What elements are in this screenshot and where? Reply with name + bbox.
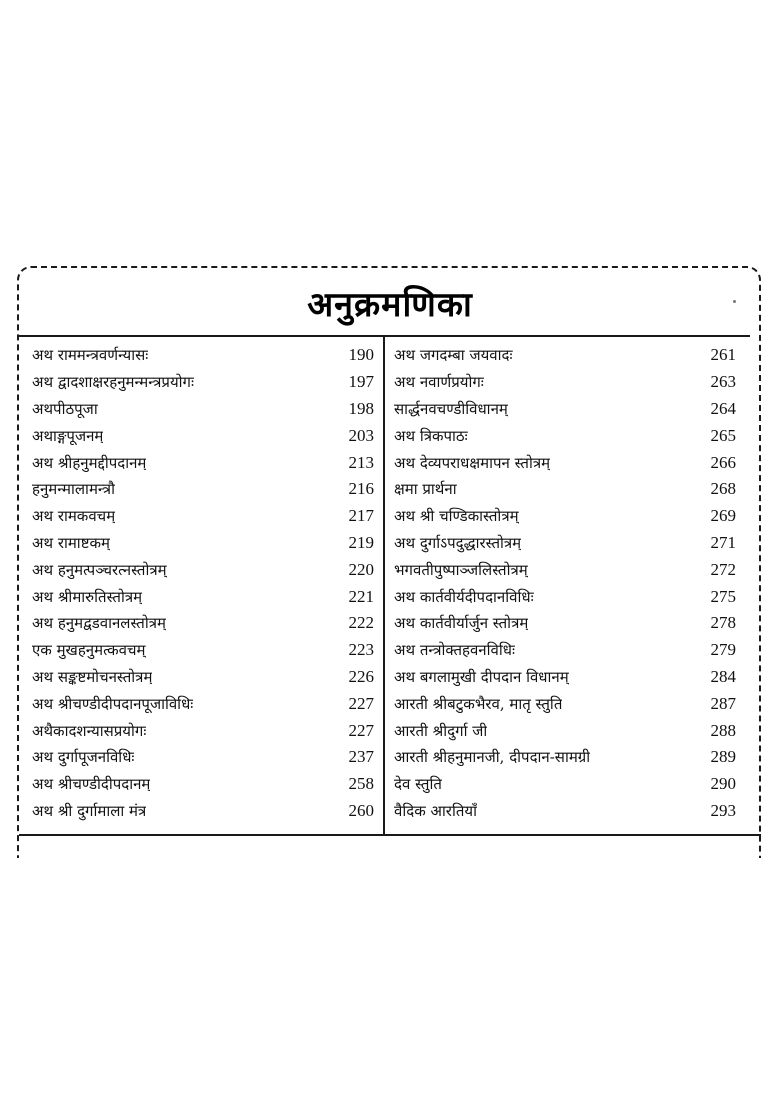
- index-entry: [394, 476, 736, 503]
- entry-title: अथ नवार्णप्रयोगः: [394, 373, 484, 392]
- index-entry: [32, 476, 374, 503]
- entry-page-number: 264: [710, 398, 736, 418]
- entry-title: अथ राममन्त्रवर्णन्यासः: [32, 346, 149, 365]
- entry-title: अथ श्रीमारुतिस्तोत्रम्: [32, 587, 143, 606]
- entry-title: वैदिक आरतियाँ: [394, 801, 477, 820]
- entry-title: अथपीठपूजा: [32, 399, 98, 418]
- left-index-column: [32, 342, 374, 824]
- entry-page-number: 260: [348, 800, 374, 820]
- index-entry: [32, 717, 374, 744]
- entry-title: अथ दुर्गापूजनविधिः: [32, 748, 135, 767]
- entry-title: अथ कार्तवीर्यार्जुन स्तोत्रम्: [394, 614, 529, 633]
- index-entry: [32, 771, 374, 798]
- index-entry: [394, 637, 736, 664]
- entry-title: अथ श्री चण्डिकास्तोत्रम्: [394, 507, 519, 526]
- column-divider: [383, 337, 385, 834]
- entry-title: अथ हनुमद्वडवानलस्तोत्रम्: [32, 614, 166, 633]
- entry-page-number: 220: [348, 559, 374, 579]
- entry-page-number: 217: [348, 506, 374, 526]
- index-entry: [394, 744, 736, 771]
- index-entry: [32, 610, 374, 637]
- entry-page-number: 287: [710, 693, 736, 713]
- entry-title: अथ रामकवचम्: [32, 507, 116, 526]
- entry-page-number: 219: [348, 532, 374, 552]
- entry-page-number: 223: [348, 640, 374, 660]
- entry-page-number: 290: [710, 774, 736, 794]
- index-entry: [394, 369, 736, 396]
- index-entry: [32, 449, 374, 476]
- entry-title: आरती श्रीबटुकभैरव, मातृ स्तुति: [394, 694, 563, 713]
- index-entry: [32, 503, 374, 530]
- entry-page-number: 275: [710, 586, 736, 606]
- entry-title: अथ श्रीचण्डीदीपदानपूजाविधिः: [32, 694, 194, 713]
- index-entry: [32, 798, 374, 825]
- index-entry: [32, 744, 374, 771]
- entry-page-number: 190: [348, 345, 374, 365]
- entry-page-number: 222: [348, 613, 374, 633]
- index-entry: [394, 664, 736, 691]
- entry-page-number: 216: [348, 479, 374, 499]
- index-entry: [32, 556, 374, 583]
- right-index-column: [394, 342, 736, 824]
- index-entry: [394, 449, 736, 476]
- index-entry: [32, 637, 374, 664]
- index-entry: [394, 530, 736, 557]
- table-bottom-rule: [19, 834, 761, 836]
- index-entry: [32, 664, 374, 691]
- entry-page-number: 197: [348, 372, 374, 392]
- entry-title: अथ त्रिकपाठः: [394, 426, 468, 445]
- entry-title: अथ श्रीचण्डीदीपदानम्: [32, 775, 151, 794]
- index-entry: [394, 396, 736, 423]
- index-entry: [394, 556, 736, 583]
- entry-title: हनुमन्मालामन्त्रौ: [32, 480, 115, 499]
- entry-page-number: 288: [710, 720, 736, 740]
- entry-title: भगवतीपुष्पाञ्जलिस्तोत्रम्: [394, 560, 528, 579]
- entry-page-number: 203: [348, 425, 374, 445]
- entry-page-number: 268: [710, 479, 736, 499]
- index-entry: [32, 422, 374, 449]
- entry-title: अथ हनुमत्पञ्चरत्नस्तोत्रम्: [32, 560, 167, 579]
- index-entry: [394, 610, 736, 637]
- index-entry: [394, 690, 736, 717]
- entry-title: अथ सङ्कष्टमोचनस्तोत्रम्: [32, 667, 153, 686]
- entry-title: अथ श्री दुर्गामाला मंत्र: [32, 801, 147, 820]
- entry-title: क्षमा प्रार्थना: [394, 480, 457, 499]
- entry-title: अथ देव्यपराधक्षमापन स्तोत्रम्: [394, 453, 551, 472]
- entry-page-number: 258: [348, 774, 374, 794]
- entry-page-number: 227: [348, 720, 374, 740]
- entry-title: आरती श्रीहनुमानजी, दीपदान-सामग्री: [394, 748, 591, 767]
- entry-title: सार्द्धनवचण्डीविधानम्: [394, 399, 508, 418]
- index-entry: [394, 583, 736, 610]
- entry-page-number: 293: [710, 800, 736, 820]
- entry-page-number: 278: [710, 613, 736, 633]
- entry-title: अथ रामाष्टकम्: [32, 533, 110, 552]
- index-entry: [394, 771, 736, 798]
- entry-title: एक मुखहनुमत्कवचम्: [32, 641, 146, 660]
- entry-title: अथ तन्त्रोक्तहवनविधिः: [394, 641, 515, 660]
- entry-page-number: 272: [710, 559, 736, 579]
- index-entry: [394, 798, 736, 825]
- entry-title: अथैकादशन्यासप्रयोगः: [32, 721, 147, 740]
- index-entry: [394, 503, 736, 530]
- entry-page-number: 263: [710, 372, 736, 392]
- index-entry: [32, 369, 374, 396]
- entry-title: अथाङ्गपूजनम्: [32, 426, 104, 445]
- entry-title: अथ श्रीहनुमद्दीपदानम्: [32, 453, 147, 472]
- entry-page-number: 213: [348, 452, 374, 472]
- index-entry: [32, 583, 374, 610]
- entry-page-number: 284: [710, 666, 736, 686]
- entry-page-number: 221: [348, 586, 374, 606]
- entry-title: देव स्तुति: [394, 775, 442, 794]
- entry-page-number: 266: [710, 452, 736, 472]
- entry-page-number: 227: [348, 693, 374, 713]
- entry-title: अथ दुर्गाऽपदुद्धारस्तोत्रम्: [394, 533, 522, 552]
- entry-title: अथ जगदम्बा जयवादः: [394, 346, 513, 365]
- index-entry: [394, 422, 736, 449]
- index-entry: [32, 396, 374, 423]
- entry-page-number: 198: [348, 398, 374, 418]
- entry-page-number: 226: [348, 666, 374, 686]
- entry-title: अथ द्वादशाक्षरहनुमन्मन्त्रप्रयोगः: [32, 373, 195, 392]
- entry-title: अथ कार्तवीर्यदीपदानविधिः: [394, 587, 534, 606]
- entry-page-number: 279: [710, 640, 736, 660]
- entry-title: अथ बगलामुखी दीपदान विधानम्: [394, 667, 569, 686]
- entry-page-number: 271: [710, 532, 736, 552]
- entry-page-number: 289: [710, 747, 736, 767]
- entry-page-number: 265: [710, 425, 736, 445]
- entry-page-number: 269: [710, 506, 736, 526]
- index-entry: [394, 342, 736, 369]
- entry-page-number: 261: [710, 345, 736, 365]
- index-entry: [32, 690, 374, 717]
- entry-page-number: 237: [348, 747, 374, 767]
- index-entry: [32, 530, 374, 557]
- entry-title: आरती श्रीदुर्गा जी: [394, 721, 488, 740]
- index-entry: [32, 342, 374, 369]
- index-entry: [394, 717, 736, 744]
- index-title: अनुक्रमणिका: [307, 285, 473, 325]
